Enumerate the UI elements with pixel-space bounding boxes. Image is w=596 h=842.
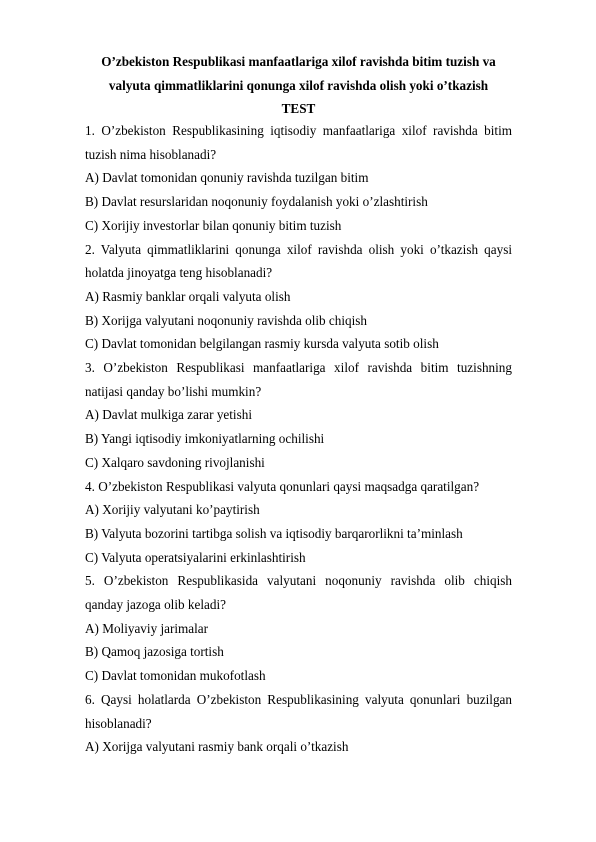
answer-option: C) Davlat tomonidan mukofotlash [85,668,266,684]
answer-option: A) Davlat tomonidan qonuniy ravishda tuzilgan bitim [85,170,369,186]
question-block [85,119,512,238]
question-text: 2. Valyuta qimmatliklarini qonunga xilof ravishda olish yoki o’tkazish qaysi holatda jinoyatga teng hisoblanadi? [85,241,512,281]
answer-option: B) Qamoq jazosiga tortish [85,644,224,660]
answer-option: A) Xorijga valyutani rasmiy bank orqali o’tkazish [85,739,349,755]
answer-option: C) Valyuta operatsiyalarini erkinlashtirish [85,549,306,565]
answer-option: B) Davlat resurslaridan noqonuniy foydalanish yoki o’zlashtirish [85,194,428,210]
question-block [85,569,512,688]
answer-option: A) Xorijiy valyutani ko’paytirish [85,502,260,518]
question-text: 5. O’zbekiston Respublikasida valyutani noqonuniy ravishda olib chiqish qanday jazoga olib keladi? [85,573,512,613]
question-text: 3. O’zbekiston Respublikasi manfaatlariga xilof ravishda bitim tuzishning natijasi qanday bo’lishi mumkin? [85,360,512,399]
answer-option: C) Xorijiy investorlar bilan qonuniy bitim tuzish [85,217,342,233]
answer-option: C) Xalqaro savdoning rivojlanishi [85,454,265,470]
question-block [85,688,512,759]
answer-option: B) Valyuta bozorini tartibga solish va iqtisodiy barqarorlikni ta’minlash [85,525,463,541]
document-title: O’zbekiston Respublikasi manfaatlariga xilof ravishda bitim tuzish va valyuta qimmatliklarini qonunga xilof ravishda olish yoki o’tkazish [101,54,496,93]
question-text: 4. O’zbekiston Respublikasi valyuta qonunlari qaysi maqsadga qaratilgan? [85,478,480,494]
answer-option: A) Rasmiy banklar orqali valyuta olish [85,288,291,304]
answer-option: A) Davlat mulkiga zarar yetishi [85,407,252,423]
answer-option: B) Xorijga valyutani noqonuniy ravishda olib chiqish [85,312,368,328]
question-text: 6. Qaysi holatlarda O’zbekiston Respublikasining valyuta qonunlari buzilgan hisoblanadi? [85,691,512,731]
question-block [85,356,512,475]
answer-option: B) Yangi iqtisodiy imkoniyatlarning ochilishi [85,431,325,447]
answer-option: C) Davlat tomonidan belgilangan rasmiy kursda valyuta sotib olish [85,336,439,352]
document-subtitle: TEST [281,101,316,116]
document-page [85,50,512,759]
answer-option: A) Moliyaviy jarimalar [85,620,209,636]
question-block [85,475,512,570]
question-block [85,238,512,357]
question-text: 1. O’zbekiston Respublikasining iqtisodiy manfaatlariga xilof ravishda bitim tuzish nima hisoblanadi? [85,123,512,162]
